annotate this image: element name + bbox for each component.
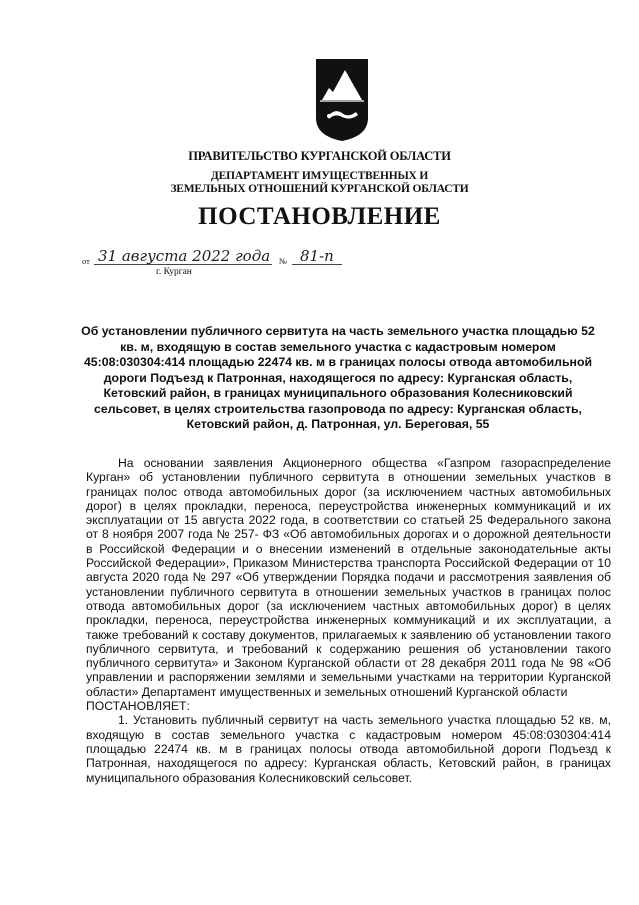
department-name-line2: ЗЕМЕЛЬНЫХ ОТНОШЕНИЙ КУРГАНСКОЙ ОБЛАСТИ — [170, 183, 469, 195]
date-number-line — [82, 247, 382, 268]
government-name: ПРАВИТЕЛЬСТВО КУРГАНСКОЙ ОБЛАСТИ — [188, 149, 451, 163]
number-label: № — [279, 256, 288, 266]
preamble-paragraph: На основании заявления Акционерного общества «Газпром газораспределение Курган» об установлении публичного сервитута в отношении земельных участков в границах полос отвода автомобильных дорог (за исключением частных автомобильных дорог) в целях прокладки, переноса, переустройства инженерных коммуникаций и их эксплуатации от 15 августа 2022 года, в соответствии со статьей 25 Федерального закона от 8 ноября 2007 года № 257- ФЗ «Об автомобильных дорогах и о дорожной деятельности в Российской Федерации и о внесении изменений в отдельные законодательные акты Российской Федерации», Приказом Министерства транспорта Российской Федерации от 10 августа 2020 года № 297 «Об утверждении Порядка подачи и рассмотрения заявления об установлении публичного сервитута в отношении земельных участков в границах полос отвода автомобильных дорог (за исключением частных автомобильных дорог) в целях прокладки, переноса, переустройства инженерных коммуникаций и их эксплуатации, а также требований к составу документов, прилагаемых к заявлению об установлении такого публичного сервитута, и требований к содержанию решения об установлении такого публичного сервитута» и Законом Курганской области от 28 декабря 2011 года № 98 «Об управлении и распоряжении землями и земельными участками на территории Курганской области» Департамент имущественных и земельных отношений Курганской области — [86, 456, 611, 699]
document-title: Об установлении публичного сервитута на часть земельного участка площадью 52 кв. м, входящую в состав земельного участка с кадастровым номером 45:08:030304:414 площадью 22474 кв. м в границах полосы отвода автомобильной дороги Подъезд к Патронная, находящегося по адресу: Курганская область, Кетовский район, в границах муниципального образования Колесниковский сельсовет, в целях строительства газопровода по адресу: Курганская область, Кетовский район, д. Патронная, ул. Береговая, 55 — [81, 324, 595, 431]
resolution-item-1: 1. Установить публичный сервитут на часть земельного участка площадью 52 кв. м, входящую в состав земельного участка с кадастровым номером 45:08:030304:414 площадью 22474 кв. м в границах полосы отвода автомобильной дороги Подъезд к Патронная, находящегося по адресу: Курганская область, Кетовский район, в границах муниципального образования Колесниковский сельсовет. — [86, 713, 611, 785]
date-from-label: от — [82, 256, 90, 266]
department-name-line1: ДЕПАРТАМЕНТ ИМУЩЕСТВЕННЫХ И — [210, 170, 429, 182]
resolves-label: ПОСТАНОВЛЯЕТ: — [86, 699, 190, 714]
kurgan-oblast-coat-of-arms-icon — [315, 58, 369, 142]
handwritten-date: 31 августа 2022 года — [98, 247, 271, 265]
document-body — [86, 456, 611, 785]
city-label: г. Курган — [156, 267, 192, 277]
document-type-heading: ПОСТАНОВЛЕНИЕ — [198, 203, 441, 230]
handwritten-number: 81-п — [300, 247, 334, 265]
